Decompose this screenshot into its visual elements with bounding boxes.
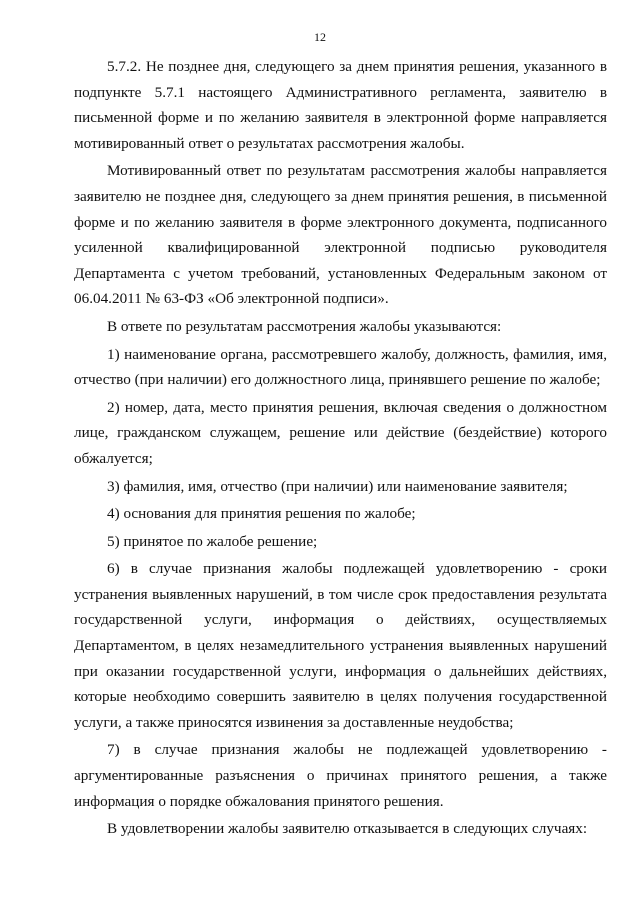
list-item-2: 2) номер, дата, место принятия решения, включая сведения о должностном лице, гражданском служащем, решение или действие (бездействие) которого обжалуется; — [74, 398, 607, 467]
list-item-5: 5) принятое по жалобе решение; — [107, 532, 318, 550]
list-item-1: 1) наименование органа, рассмотревшего жалобу, должность, фамилия, имя, отчество (при наличии) его должностного лица, принявшего решение по жалобе; — [74, 345, 607, 389]
paragraph-5-7-2: 5.7.2. Не позднее дня, следующего за днем принятия решения, указанного в подпункте 5.7.1 настоящего Административного регламента, заявителю в письменной форме и по желанию заявителя в электронной форме направляется мотивированный ответ о результатах рассмотрения жалобы. — [74, 58, 607, 152]
list-item-4: 4) основания для принятия решения по жалобе; — [107, 505, 416, 523]
paragraph-response-contents-intro: В ответе по результатам рассмотрения жалобы указываются: — [107, 317, 502, 335]
document-body — [74, 54, 607, 844]
list-item-7: 7) в случае признания жалобы не подлежащей удовлетворению - аргументированные разъяснения о причинах принятого решения, а также информация о порядке обжалования принятого решения. — [74, 741, 607, 810]
page-number: 12 — [314, 30, 326, 44]
paragraph-motivated-response: Мотивированный ответ по результатам рассмотрения жалобы направляется заявителю не позднее дня, следующего за днем принятия решения, в письменной форме и по желанию заявителя в форме электронного документа, подписанного усиленной квалифицированной электронной подписью руководителя Департамента с учетом требований, установленных Федеральным законом от 06.04.2011 № 63-ФЗ «Об электронной подписи». — [74, 162, 607, 308]
paragraph-refusal-cases: В удовлетворении жалобы заявителю отказывается в следующих случаях: — [107, 820, 588, 838]
list-item-6: 6) в случае признания жалобы подлежащей удовлетворению - сроки устранения выявленных нарушений, в том числе срок предоставления результата государственной услуги, информация о действиях, осуществляемых Департаментом, в целях незамедлительного устранения выявленных нарушений при оказании государственной услуги, информация о дальнейших действиях, которые необходимо совершить заявителю в целях получения государственной услуги, а также приносятся извинения за доставленные неудобства; — [74, 560, 607, 731]
list-item-3: 3) фамилия, имя, отчество (при наличии) или наименование заявителя; — [107, 477, 568, 495]
